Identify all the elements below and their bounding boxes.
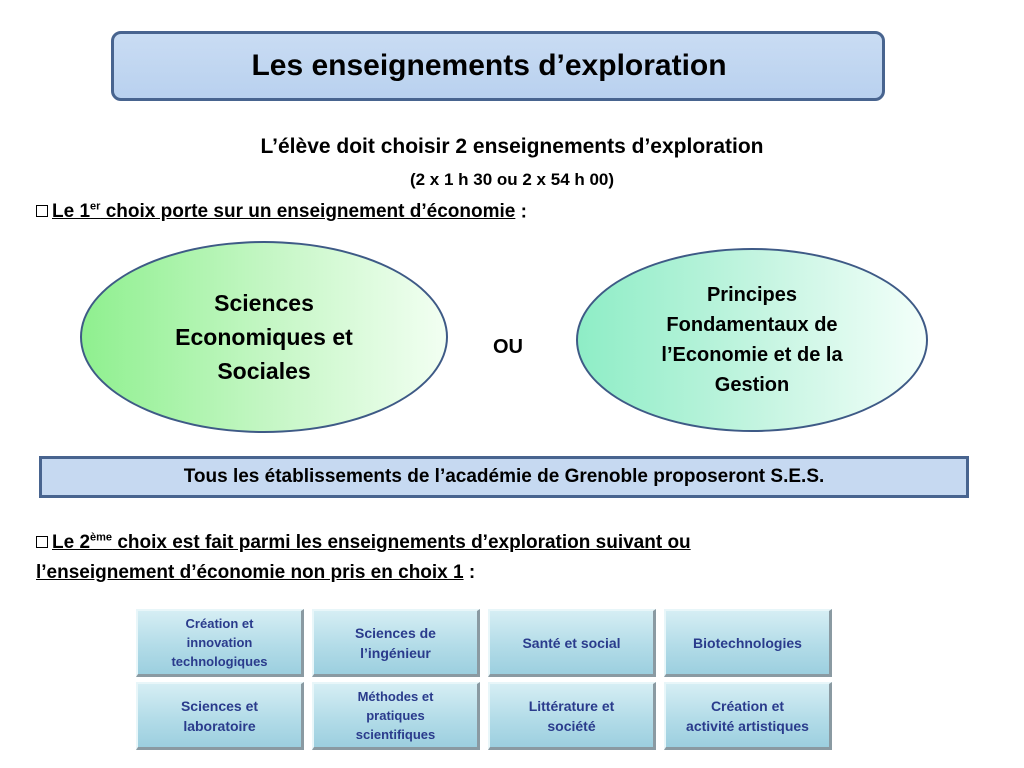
option-ses-line: Sociales [217, 358, 311, 384]
option-pfeg-line: Gestion [714, 374, 790, 396]
option-line: Sciences de [355, 624, 436, 641]
option-line: innovation [186, 635, 253, 650]
option-pfeg-ellipse [576, 248, 928, 432]
first-choice-text: choix porte sur un enseignement d’économie [100, 201, 516, 223]
second-choice-suffix: : [463, 562, 476, 584]
option-pfeg-line: Fondamentaux de [666, 314, 838, 336]
option-ses-line: Economiques et [175, 324, 353, 350]
first-choice-suffix: : [515, 201, 527, 223]
option-line: Santé et social [522, 634, 621, 651]
info-banner-text: Tous les établissements de l’académie de Grenoble proposeront S.E.S. [183, 466, 825, 487]
option-line: technologiques [171, 654, 268, 669]
second-choice-prefix: Le 2 [52, 532, 91, 554]
option-methodes-pratiques [312, 682, 480, 750]
option-creation-innovation [136, 609, 304, 677]
title-box [111, 31, 885, 101]
option-line: activité artistiques [686, 717, 809, 734]
option-line: Création et [185, 616, 254, 631]
option-sciences-ingenieur [312, 609, 480, 677]
second-choice-text-line2: l’enseignement d’économie non pris en choix 1 [36, 562, 464, 584]
option-sciences-laboratoire [136, 682, 304, 750]
checkbox-bullet-icon [36, 536, 48, 548]
first-choice-line [36, 201, 527, 223]
option-pfeg-line: l’Economie et de la [661, 344, 843, 366]
option-line: société [547, 717, 596, 734]
first-choice-sup: er [90, 201, 101, 213]
second-choice-sup: ème [90, 532, 113, 544]
checkbox-bullet-icon [36, 205, 48, 217]
or-label: OU [493, 336, 523, 358]
hours-detail: (2 x 1 h 30 ou 2 x 54 h 00) [409, 170, 615, 189]
option-biotechnologies [664, 609, 832, 677]
option-ses-line: Sciences [214, 290, 314, 316]
option-line: Littérature et [528, 697, 615, 714]
option-sante-social [488, 609, 656, 677]
option-line: l’ingénieur [360, 644, 431, 661]
option-line: laboratoire [183, 717, 256, 734]
option-line: scientifiques [355, 727, 436, 742]
option-pfeg-line: Principes [706, 284, 798, 306]
option-line: pratiques [366, 708, 425, 723]
first-choice-prefix: Le 1 [52, 201, 91, 223]
option-litterature-societe [488, 682, 656, 750]
page-title: Les enseignements d’exploration [251, 49, 727, 82]
option-creation-artistiques [664, 682, 832, 750]
info-banner [39, 456, 969, 498]
second-choice-line [36, 523, 691, 588]
option-line: Méthodes et [357, 689, 434, 704]
option-ses-ellipse [80, 241, 448, 433]
option-line: Sciences et [180, 697, 259, 714]
option-line: Création et [710, 697, 785, 714]
option-line: Biotechnologies [693, 634, 802, 651]
second-choice-text: choix est fait parmi les enseignements d’exploration suivant ou [112, 532, 691, 554]
subtitle: L’élève doit choisir 2 enseignements d’exploration [260, 135, 764, 158]
